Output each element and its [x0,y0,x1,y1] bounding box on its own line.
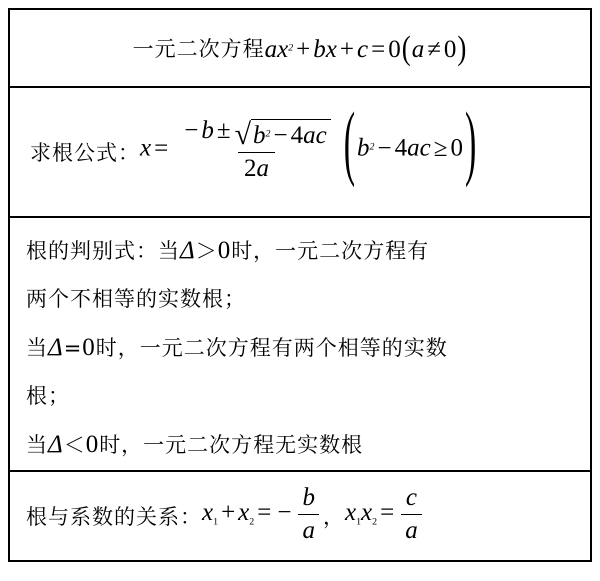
token-minus: − [273,121,288,149]
discriminant-line-2-text: 两个不相等的实数根； [26,286,246,311]
token-minus-cond: − [377,134,392,162]
fraction-b-over-a [298,484,319,545]
vieta-equation-sum [202,483,323,547]
table-row-title [9,9,591,87]
token-subscript-1: 1 [356,515,362,527]
token-equals: = [63,336,83,360]
token-plus-1: + [296,35,311,63]
discriminant-line-3 [26,329,574,367]
token-greater-than: ＞ [195,239,218,263]
token-zero: 0 [82,334,96,361]
discriminant-content [10,218,590,470]
token-zero-cond: 0 [443,35,457,63]
cell-title [9,9,591,87]
vieta-equation-product [344,483,426,547]
token-plus-minus: ± [216,117,231,145]
discriminant-line-1-post: 时，一元二次方程有 [231,239,430,263]
token-c-cond: c [419,134,431,162]
discriminant-line-4 [26,381,574,413]
discriminant-line-1-pre: 根的判别式：当 [26,239,180,263]
token-two: 2 [243,154,257,182]
token-x: x [277,35,289,63]
quadratic-formula-label: 求根公式： [30,141,140,165]
fraction-numerator: b [302,483,315,511]
vieta-comma: ， [322,505,345,529]
token-four-cond: 4 [394,134,408,162]
quadratic-formula-content [10,88,590,216]
token-exponent-2: 2 [288,42,294,54]
fraction-numerator: c [405,483,417,511]
table-row-quadratic-formula [9,87,591,217]
fraction-numerator [175,117,337,152]
token-a: a [303,121,316,149]
token-zero-cond: 0 [450,134,463,162]
fraction-root-formula [175,117,337,183]
fraction-denominator [238,152,275,183]
token-equals: = [257,498,272,526]
token-exponent-2: 2 [265,128,271,140]
token-delta: Δ [180,237,196,264]
cell-quadratic-formula [9,87,591,217]
token-b-cond: b [357,134,370,162]
discriminant-line-4-text: 根； [26,383,70,408]
discriminant-line-5-pre: 当 [26,433,48,457]
token-b: b [201,117,214,145]
fraction-denominator: a [401,514,422,545]
token-equals: = [380,498,395,526]
title-equation [264,28,468,67]
token-subscript-2: 2 [372,515,378,527]
paren-open: ( [343,98,356,189]
radical-sign-icon: √ [234,117,252,151]
token-plus-2: + [339,35,354,63]
token-subscript-1: 1 [213,515,219,527]
vieta-content [10,472,590,560]
token-zero: 0 [217,237,232,264]
token-greater-equal: ≥ [433,134,448,162]
cell-vieta [9,471,591,561]
token-a: a [256,154,269,182]
token-not-equal: ≠ [427,35,441,63]
token-minus: − [277,498,292,526]
token-x2: x [238,498,250,526]
token-zero: 0 [85,431,100,458]
discriminant-line-3-post: 时，一元二次方程有两个相等的实数 [95,336,448,360]
token-a: a [264,35,278,63]
token-c: c [356,35,369,63]
token-c: c [315,121,327,149]
title-label: 一元二次方程 [132,37,265,61]
token-delta: Δ [48,334,64,361]
token-x2: x [361,498,373,526]
token-subscript-2: 2 [249,515,255,527]
discriminant-line-5-post: 时，一元二次方程无实数根 [99,433,364,457]
formula-table [8,8,592,562]
title-content [10,10,590,86]
table-row-vieta [9,471,591,561]
paren-close: ) [457,28,467,67]
token-equals: = [371,35,386,63]
token-zero: 0 [388,35,401,63]
token-less-than: ＜ [63,433,86,457]
paren-close: ) [464,98,477,189]
token-x1: x [202,498,214,526]
token-exponent-2-cond: 2 [369,141,375,153]
token-a-cond: a [411,35,425,63]
cell-discriminant [9,217,591,471]
discriminant-line-5 [26,426,574,464]
token-equals: = [154,134,169,162]
paren-open: ( [401,28,411,67]
token-a-cond: a [407,134,420,162]
token-x: x [140,134,152,162]
token-minus: − [184,117,199,145]
square-root [235,119,331,150]
discriminant-line-3-pre: 当 [26,336,48,360]
token-four: 4 [290,121,304,149]
table-row-discriminant [9,217,591,471]
token-plus: + [221,498,236,526]
token-x-2: x [325,35,337,63]
token-x1: x [344,498,357,526]
fraction-denominator: a [298,514,319,545]
token-b: b [313,35,326,63]
vieta-label: 根与系数的关系： [26,505,202,529]
discriminant-line-2 [26,284,574,316]
token-b: b [253,121,266,149]
fraction-c-over-a [401,484,422,545]
token-delta: Δ [48,431,64,458]
radicand [251,119,331,150]
discriminant-line-1 [26,232,574,270]
quadratic-formula-equation [140,98,478,189]
